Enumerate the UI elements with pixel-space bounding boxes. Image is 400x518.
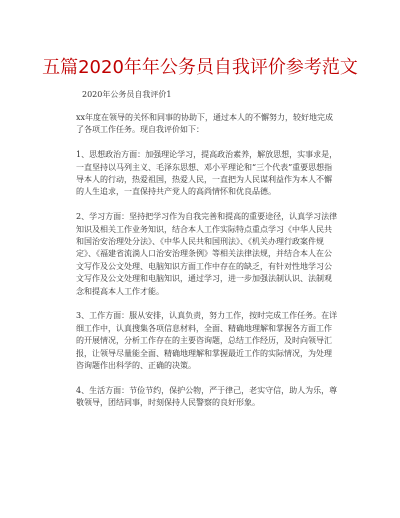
paragraph-intro: xx年度在领导的关怀和同事的协助下，通过本人的不懈努力，较好地完成了各项工作任务。现自我评价如下： — [76, 113, 334, 135]
paragraph-study: 2、学习方面：坚持把学习作为自我完善和提高的重要途径，认真学习法律知识及相关工作业务知识，结合本人工作实际特点重点学习《中华人民共和国治安治理处分法》、《中华人民共和国刑法》、《机关办理行政案件规定》、《福建省流淌人口治安治理条例》等相关法律法规，并结合本人在公文写作及公文处理、电脑知识方面工作中存在的缺乏，有针对性地学习公文写作及公文处理和电脑知识，通过学习，进一步加强法制认识、法制观念和提高本人工作才能。 — [76, 212, 338, 296]
document-body — [76, 112, 338, 410]
document-title: 五篇2020年年公务员自我评价参考范文 — [42, 57, 358, 78]
paragraph-life: 4、生活方面：节俭节约，保护公物，严于律己，老实守信，助人为乐，尊敬领导，团结同事，时刻保持人民警察的良好形象。 — [76, 385, 338, 408]
paragraph-work: 3、工作方面：服从安排，认真负责，努力工作，按时完成工作任务。在详细工作中，认真搜集各项信息材料，全面、精确地理解和掌握各方面工作的开展情况，分析工作存在的主要咨询题，总结工作经历，及时向领导汇报，让领导尽量能全面、精确地理解和掌握最近工作的实际情况，为处理咨询题作出科学的、正确的决策。 — [76, 311, 338, 371]
paragraph-politics: 1、思想政治方面：加强理论学习，提高政治素养，解放思想，实事求是，一直坚持以马列主义、毛泽东思想、邓小平理论和“三个代表”重要思想指导本人的行动，热爱祖国，热爱人民，一直把为人民谋利益作为本人不懈的人生追求，一直保持共产党人的高尚情怀和优良品德。 — [76, 150, 338, 197]
document-subtitle: 2020年公务员自我评价1 — [82, 90, 172, 99]
